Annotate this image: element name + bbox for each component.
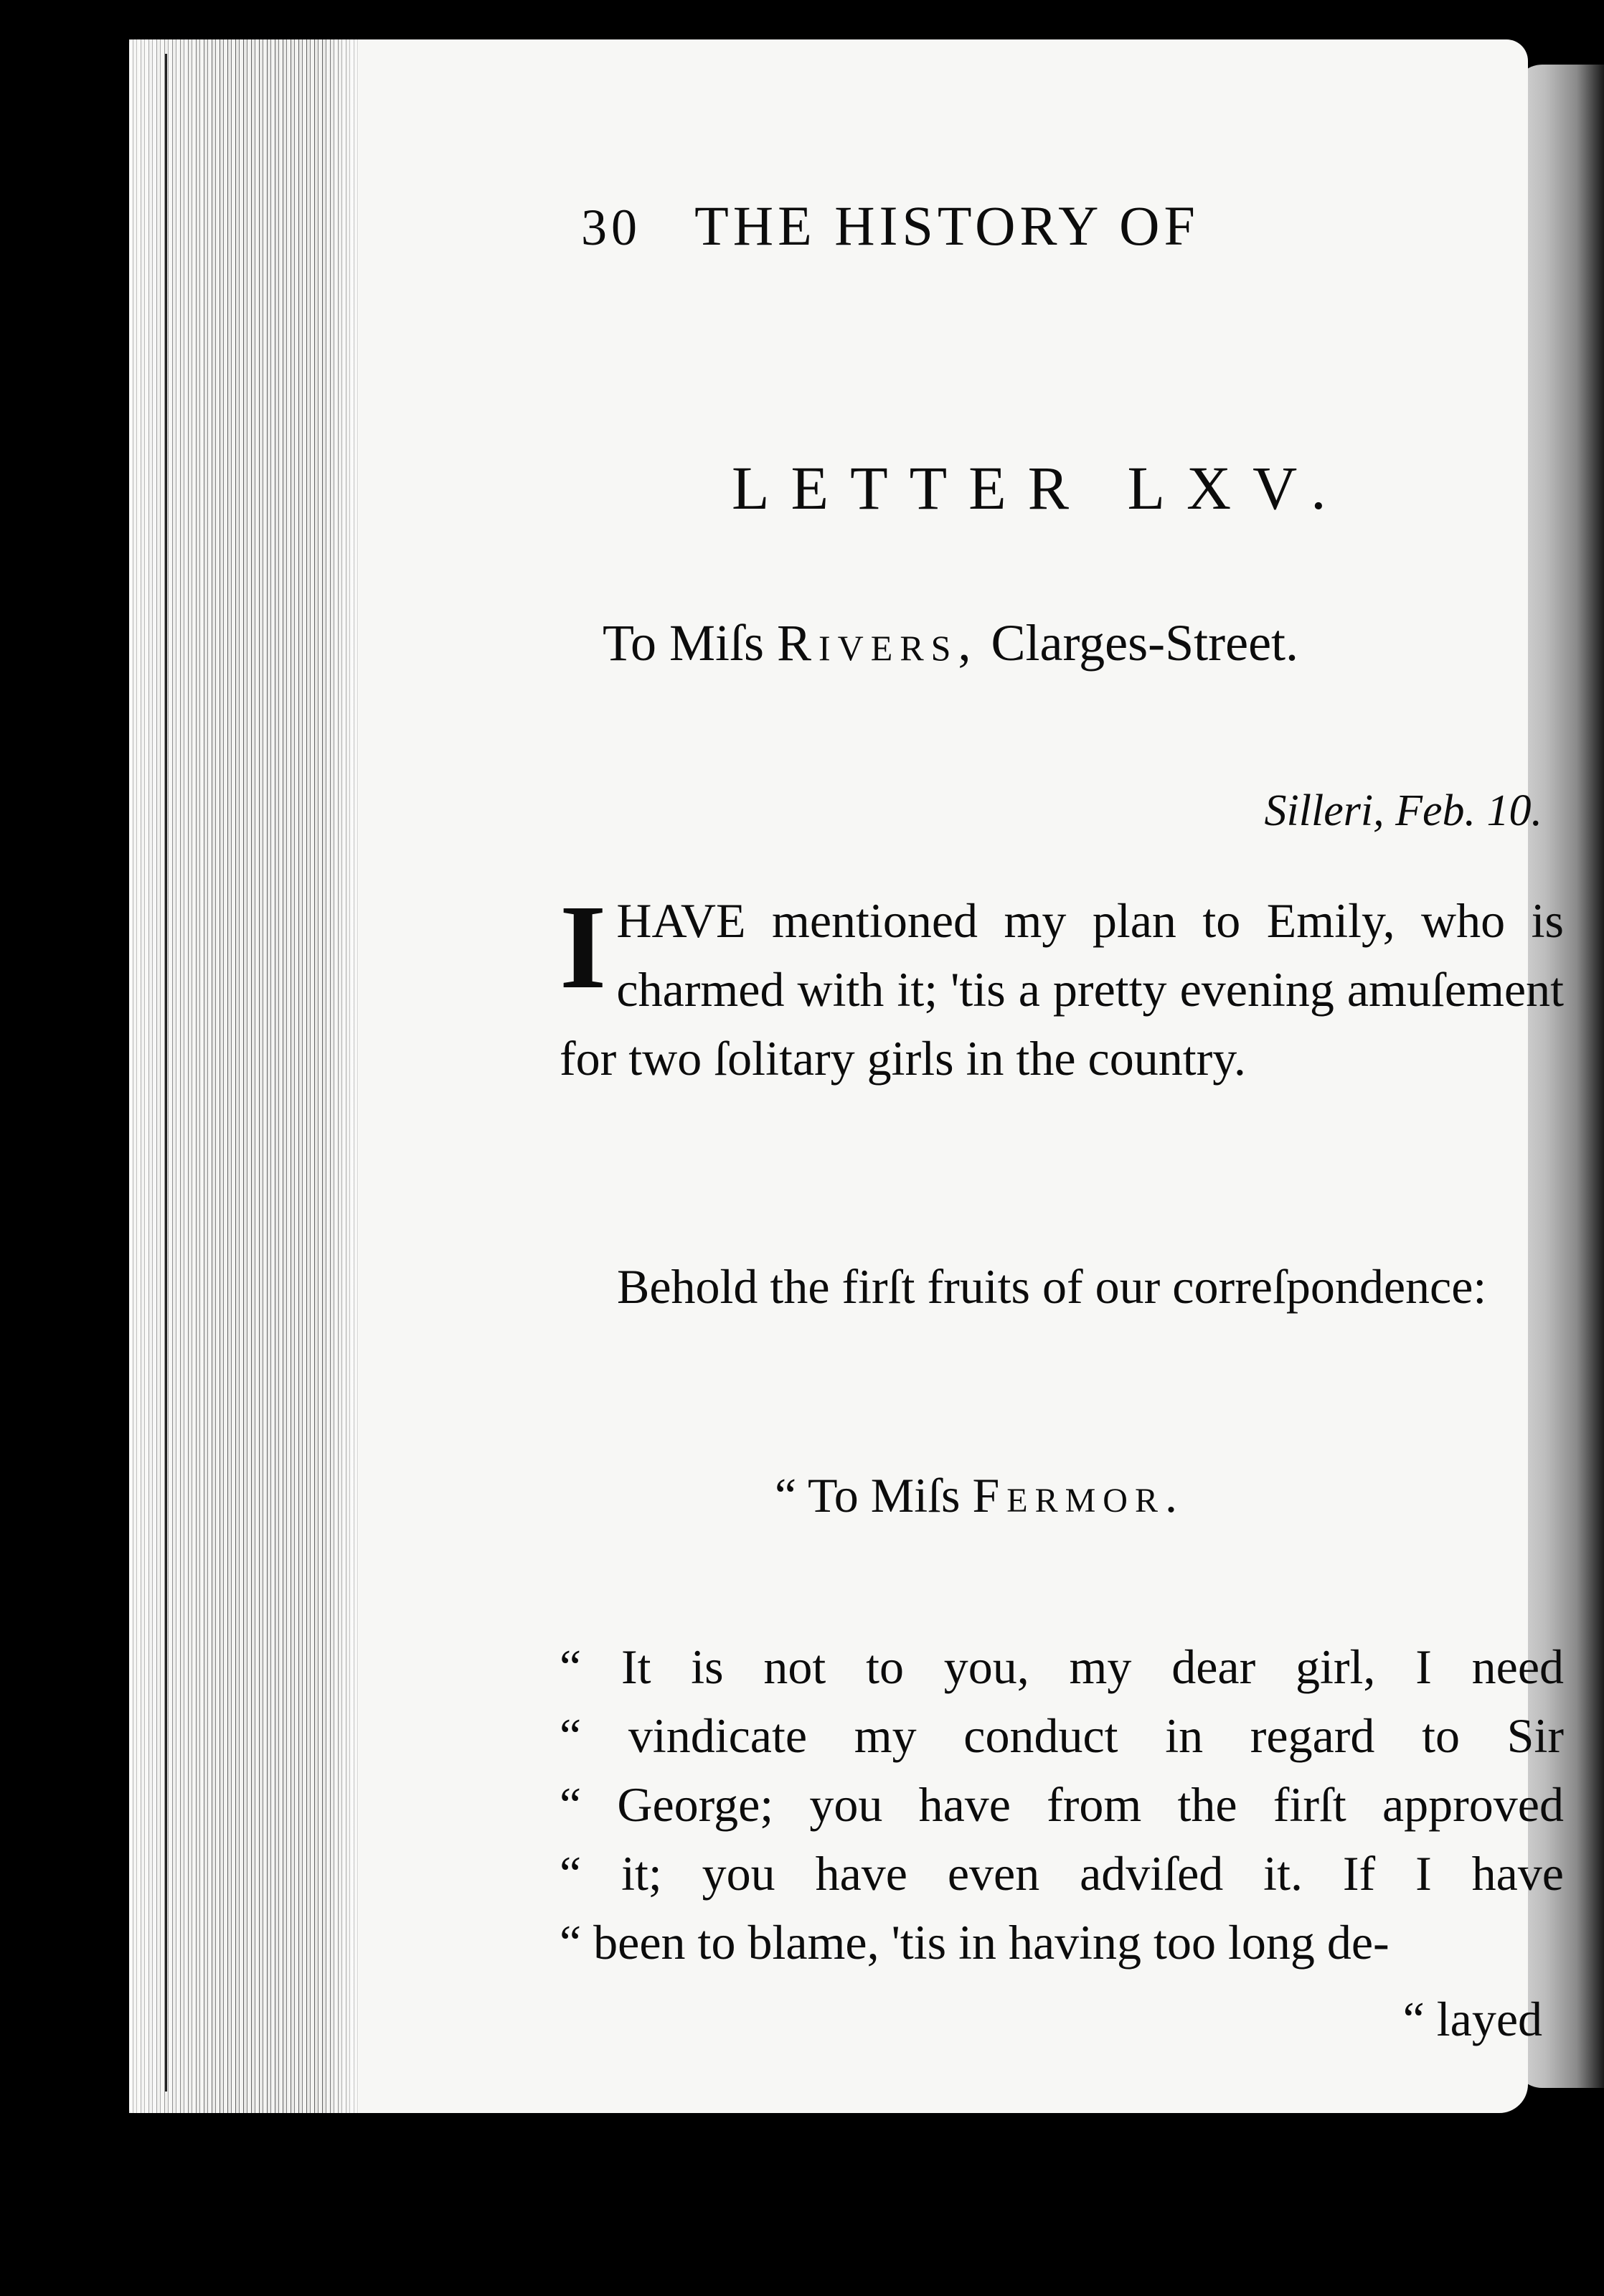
quoted-line: “ it; you have even adviſed it. If I have	[560, 1846, 1564, 1901]
running-head-title: THE HISTORY OF	[694, 194, 1199, 257]
quoted-line: “ George; you have from the firſt approved	[560, 1777, 1564, 1832]
quoted-line: “ been to blame, 'tis in having too long de-	[560, 1915, 1390, 1970]
quoted-line: “ vindicate my conduct in regard to Sir	[560, 1708, 1564, 1763]
quoted-line: “ It is not to you, my dear girl, I need	[560, 1639, 1564, 1694]
dateline: Silleri, Feb. 10.	[1264, 786, 1542, 835]
text-block	[430, 39, 1571, 2113]
address-name: Rivers,	[777, 614, 978, 672]
catchword: “ layed	[1402, 1992, 1542, 2046]
salutation	[775, 1467, 1184, 1524]
paragraph-opening-text: HAVE mentioned my plan to Emily, who is charmed with it; 'tis a pretty evening amuſement for two ſolitary girls in the country.	[560, 893, 1564, 1086]
book-page	[129, 39, 1564, 2113]
gutter-rule	[165, 54, 167, 2092]
drop-cap: I	[560, 880, 607, 1014]
page-number: 30	[581, 199, 641, 256]
paragraph-behold: Behold the firſt fruits of our correſpondence:	[617, 1259, 1487, 1314]
salutation-prefix: “ To Miſs	[775, 1468, 961, 1523]
address-place: Clarges-Street.	[991, 614, 1299, 672]
address-prefix: To Miſs	[603, 614, 764, 672]
quoted-letter	[560, 1632, 1564, 1977]
running-head	[581, 194, 1199, 258]
letter-heading: LETTER LXV.	[732, 453, 1348, 522]
paragraph-opening	[560, 880, 1564, 1093]
letter-address	[603, 613, 1298, 673]
salutation-name: Fermor.	[972, 1468, 1184, 1523]
